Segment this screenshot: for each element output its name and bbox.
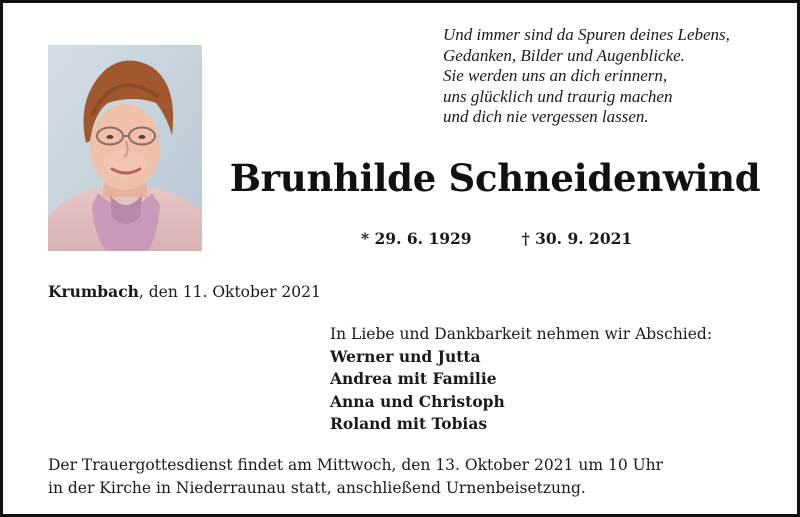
farewell-intro: In Liebe und Dankbarkeit nehmen wir Abschied: xyxy=(330,325,713,343)
portrait-photo xyxy=(48,45,202,251)
service-line: in der Kirche in Niederraunau statt, anschließend Urnenbeisetzung. xyxy=(48,478,586,497)
poem-line: uns glücklich und traurig machen xyxy=(443,86,673,106)
service-line: Der Trauergottesdienst findet am Mittwoch, den 13. Oktober 2021 um 10 Uhr xyxy=(48,456,664,474)
life-dates xyxy=(361,228,632,250)
mourner-name: Anna und Christoph xyxy=(330,391,505,411)
funeral-service-info xyxy=(48,454,663,499)
farewell-block xyxy=(330,323,712,436)
place-and-date xyxy=(48,281,321,303)
memorial-poem xyxy=(443,25,783,128)
mourner-name: Roland mit Tobias xyxy=(330,414,488,433)
poem-line: Gedanken, Bilder und Augenblicke. xyxy=(443,45,685,65)
birth-date: * 29. 6. 1929 xyxy=(361,229,472,248)
poem-line: Sie werden uns an dich erinnern, xyxy=(443,66,668,85)
notice-date: , den 11. Oktober 2021 xyxy=(138,283,321,301)
poem-line: Und immer sind da Spuren deines Lebens, xyxy=(443,25,730,44)
poem-line: und dich nie vergessen lassen. xyxy=(443,107,649,126)
death-date: † 30. 9. 2021 xyxy=(521,229,633,248)
mourner-name: Andrea mit Familie xyxy=(330,369,497,388)
mourner-name: Werner und Jutta xyxy=(330,346,481,366)
deceased-name: Brunhilde Schneidenwind xyxy=(229,156,761,200)
place-name: Krumbach xyxy=(48,282,139,301)
